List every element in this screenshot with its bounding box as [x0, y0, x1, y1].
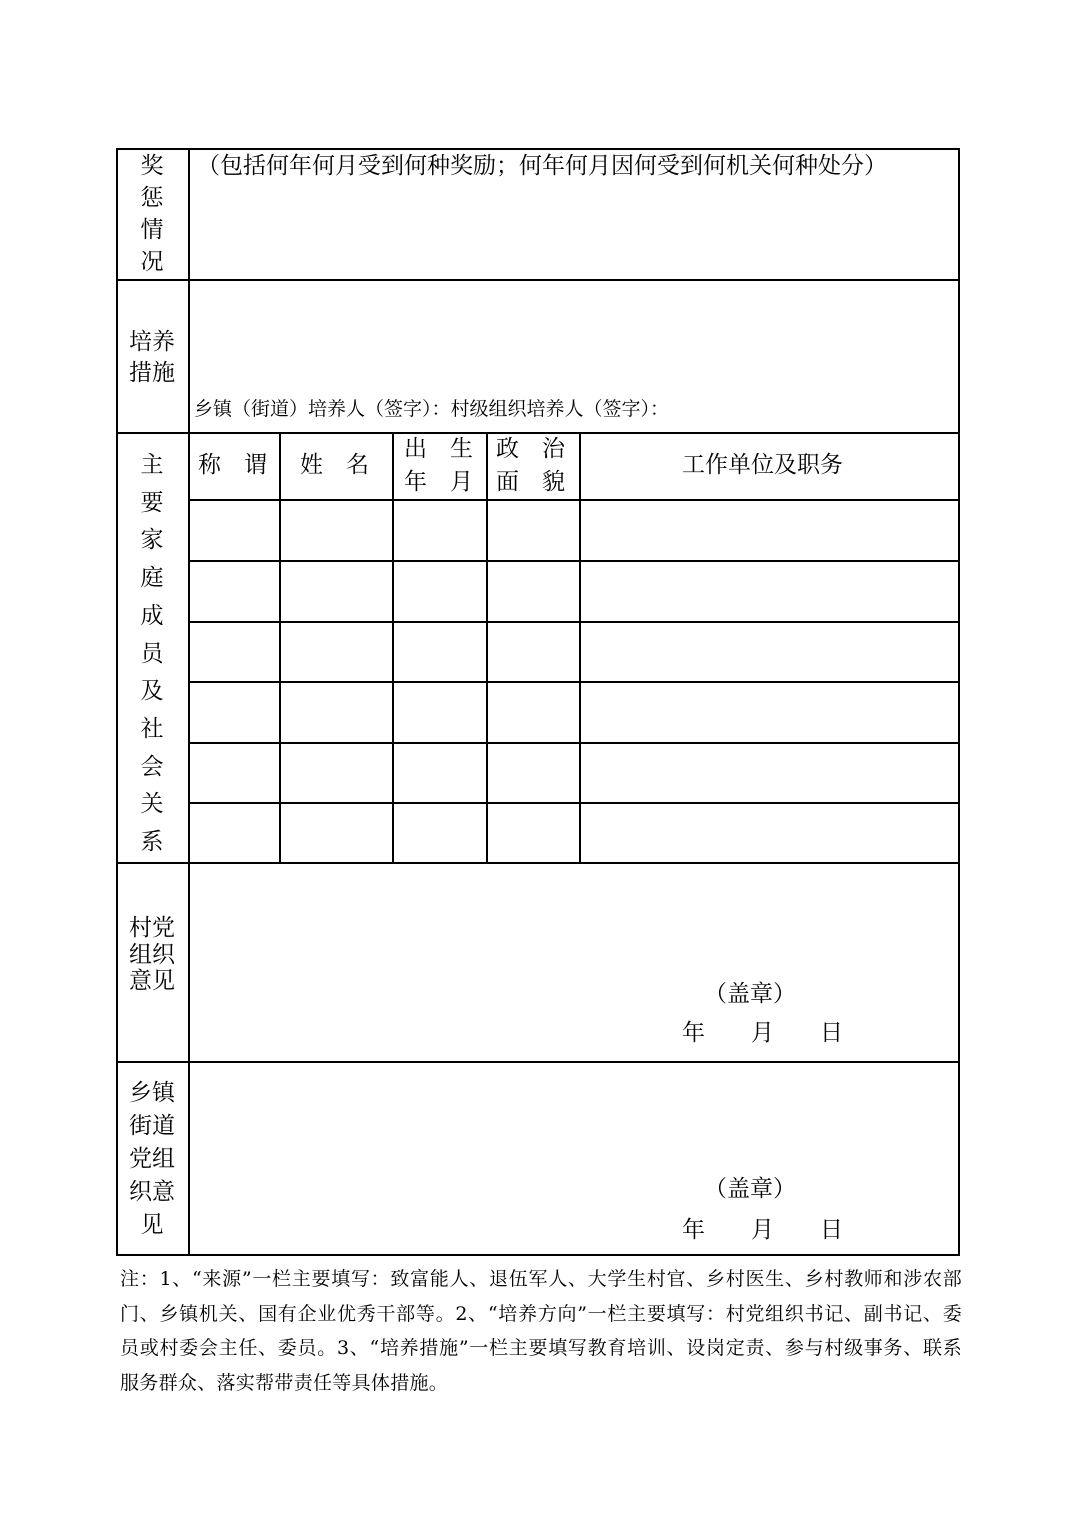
header-birth-top: 出 生 — [404, 436, 473, 462]
family-column-divider — [279, 432, 281, 862]
row-divider — [116, 862, 960, 864]
family-row-divider — [188, 681, 960, 683]
header-relation: 称 谓 — [198, 452, 267, 478]
family-label: 主 要 家 庭 成 员 及 社 会 关 系 — [140, 452, 164, 856]
footnote: 注：1、“来源”一栏主要填写：致富能人、退伍军人、大学生村官、乡村医生、乡村教师和涉农部门、乡镇机关、国有企业优秀干部等。2、“培养方向”一栏主要填写：村党组织书记、副书记、委员或村委会主任、委员。3、“培养措施”一栏主要填写教育培训、设岗定责、参与村级事务、联系服务群众、落实帮带责任等具体措施。 — [120, 1268, 962, 1394]
township-seal: （盖章） — [704, 1176, 796, 1202]
village-seal: （盖章） — [704, 981, 796, 1007]
family-row-divider — [188, 560, 960, 562]
rewards-label: 奖 惩 情 况 — [140, 153, 164, 275]
family-column-divider — [392, 432, 394, 862]
header-birth-bottom: 年 月 — [404, 469, 473, 495]
training-signature-line: 乡镇（街道）培养人（签字）：村级组织培养人（签字）： — [194, 398, 670, 420]
family-column-divider — [486, 432, 488, 862]
row-divider — [116, 1061, 960, 1063]
village-opinion-label: 村党 组织 意见 — [129, 915, 175, 994]
header-politics-top: 政 治 — [496, 436, 565, 462]
training-label: 培养 措施 — [129, 329, 175, 386]
rewards-hint: （包括何年何月受到何种奖励；何年何月因何受到何机关何种处分） — [197, 153, 887, 179]
header-name: 姓 名 — [300, 452, 369, 478]
township-date: 年 月 日 — [682, 1217, 843, 1243]
family-row-divider — [188, 802, 960, 804]
form-table — [116, 148, 960, 1256]
village-date: 年 月 日 — [682, 1020, 843, 1046]
label-column-divider — [188, 148, 190, 1256]
header-work: 工作单位及职务 — [682, 452, 843, 478]
header-politics-bottom: 面 貌 — [496, 469, 565, 495]
row-divider — [116, 432, 960, 434]
family-row-divider — [188, 621, 960, 623]
family-row-divider — [188, 499, 960, 501]
family-column-divider — [579, 432, 581, 862]
family-row-divider — [188, 742, 960, 744]
township-opinion-label: 乡镇 街道 党组 织意 见 — [129, 1080, 175, 1238]
row-divider — [116, 279, 960, 281]
